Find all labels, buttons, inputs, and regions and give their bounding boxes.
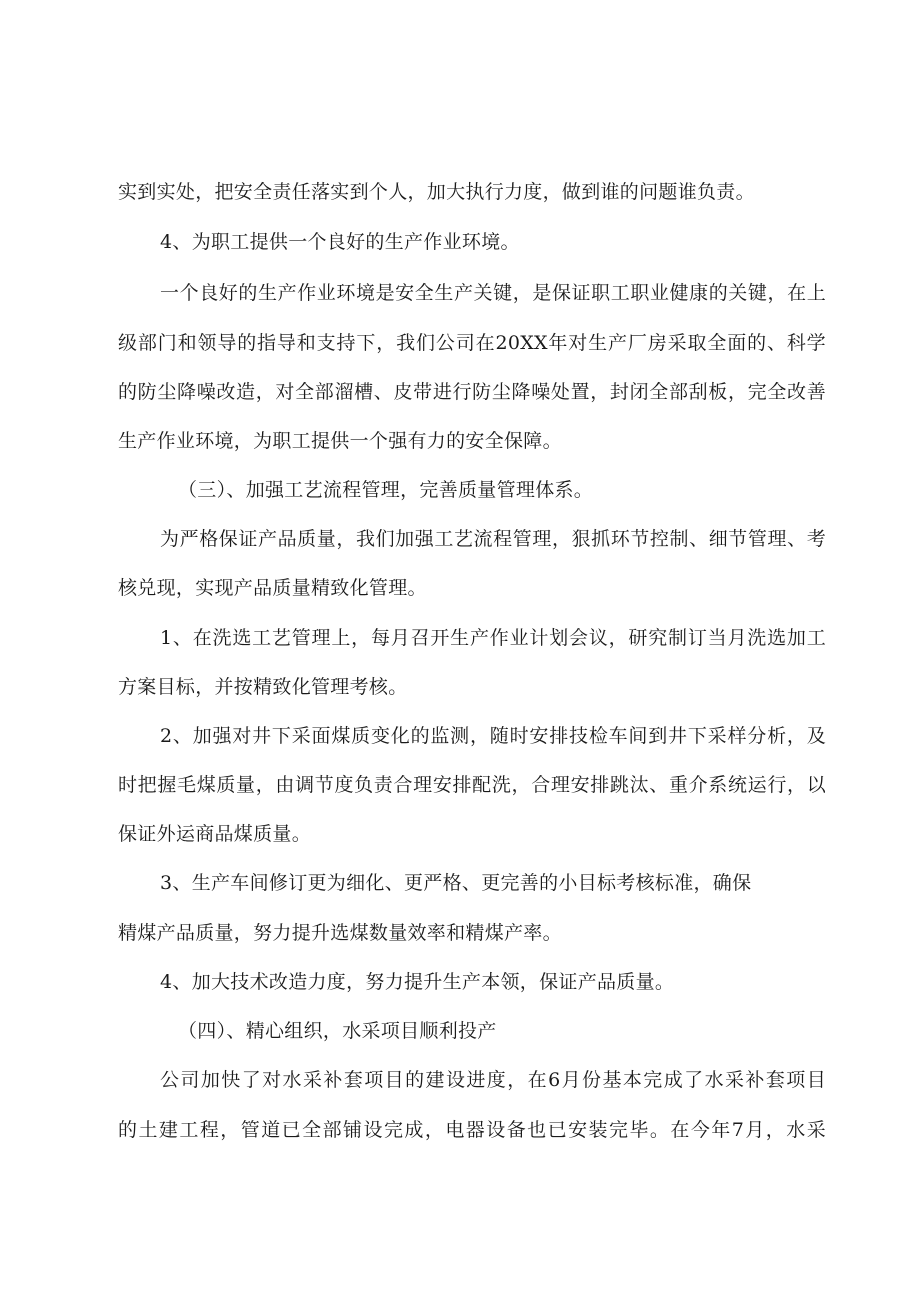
text-line: 1、在洗选工艺管理上，每月召开生产作业计划会议，研究制订当月洗选加工 (160, 627, 826, 649)
text-line: 时把握毛煤质量，由调节度负责合理安排配洗，合理安排跳汰、重介系统运行，以 (118, 774, 826, 796)
text-line: 2、加强对井下采面煤质变化的监测，随时安排技检车间到井下采样分析，及 (160, 725, 826, 747)
text-line: 一个良好的生产作业环境是安全生产关键，是保证职工职业健康的关键，在上 (160, 282, 826, 304)
text-line: 的土建工程，管道已全部铺设完成，电器设备也已安装完毕。在今年7月，水采 (118, 1119, 826, 1141)
text-line: 实到实处，把安全责任落实到个人，加大执行力度，做到谁的问题谁负责。 (118, 181, 755, 203)
text-line: 3、生产车间修订更为细化、更严格、更完善的小目标考核标准，确保 (160, 872, 752, 894)
section-heading: （四）、精心组织，水采项目顺利投产 (178, 1020, 497, 1042)
text-line: 的防尘降噪改造，对全部溜槽、皮带进行防尘降噪处置，封闭全部刮板，完全改善 (118, 381, 826, 403)
text-line: 级部门和领导的指导和支持下，我们公司在20XX年对生产厂房采取全面的、科学 (118, 332, 826, 354)
text-line: 生产作业环境，为职工提供一个强有力的安全保障。 (118, 430, 562, 452)
text-line: 公司加快了对水采补套项目的建设进度，在6月份基本完成了水采补套项目 (160, 1069, 826, 1091)
text-line: 4、为职工提供一个良好的生产作业环境。 (160, 231, 520, 253)
text-line: 4、加大技术改造力度，努力提升生产本领，保证产品质量。 (160, 971, 675, 993)
text-line: 为严格保证产品质量，我们加强工艺流程管理，狠抓环节控制、细节管理、考 (160, 528, 826, 550)
text-line: 方案目标，并按精致化管理考核。 (118, 676, 408, 698)
text-line: 保证外运商品煤质量。 (118, 823, 312, 845)
text-line: 精煤产品质量，努力提升选煤数量效率和精煤产率。 (118, 922, 562, 944)
section-heading: （三）、加强工艺流程管理，完善质量管理体系。 (178, 479, 594, 501)
text-line: 核兑现，实现产品质量精致化管理。 (118, 577, 427, 599)
